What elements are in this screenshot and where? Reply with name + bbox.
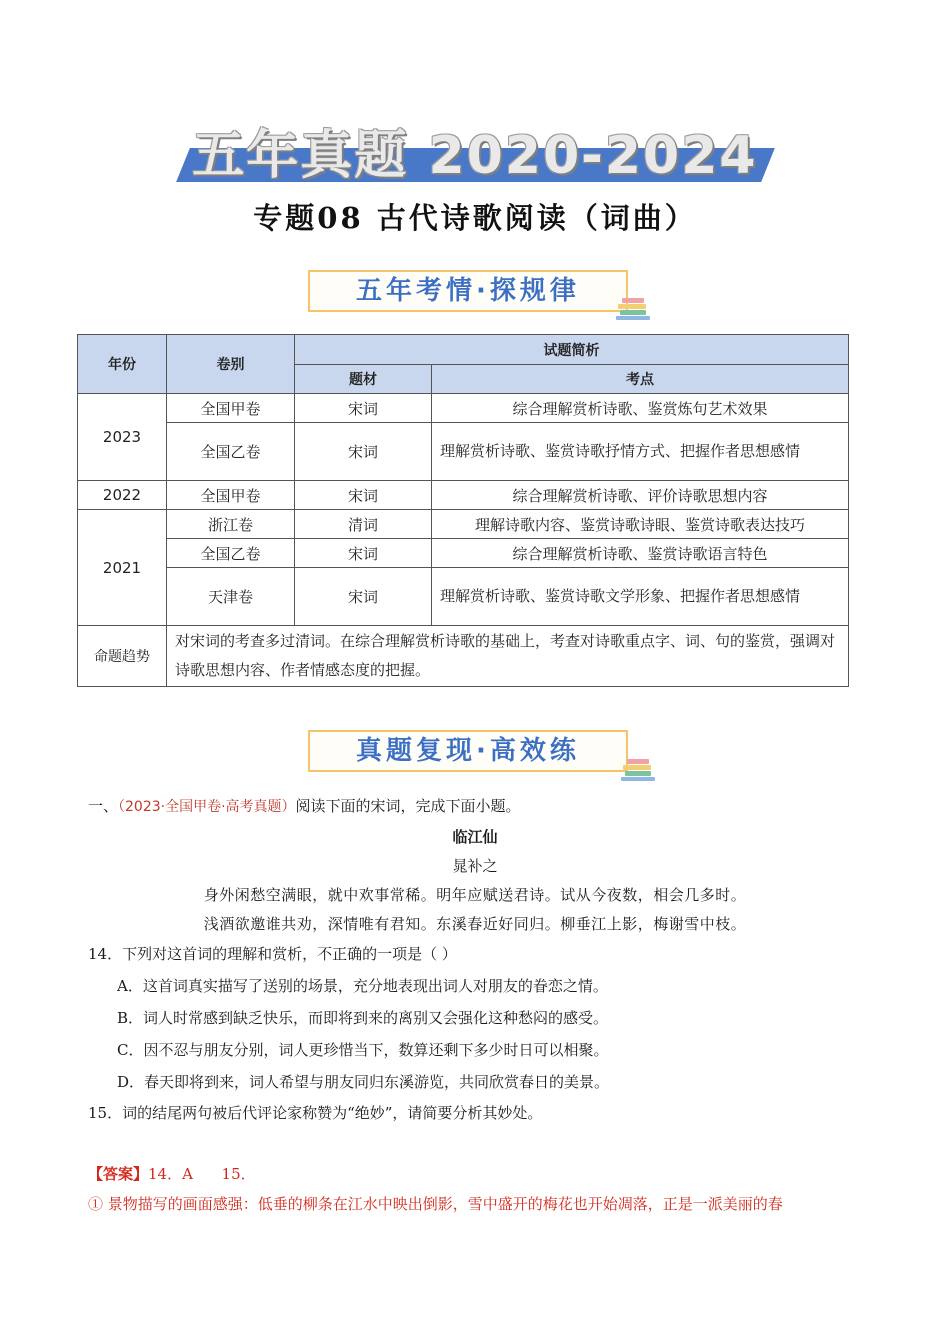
exam-analysis-table bbox=[77, 334, 849, 687]
table-row bbox=[78, 423, 849, 481]
table-row bbox=[78, 568, 849, 626]
paper-cell: 天津卷 bbox=[167, 568, 295, 626]
topic-cell: 宋词 bbox=[295, 394, 432, 423]
question-15: 15．词的结尾两句被后代评论家称赞为“绝妙”，请简要分析其妙处。 bbox=[88, 1104, 543, 1122]
topic-cell: 清词 bbox=[295, 510, 432, 539]
points-cell: 理解赏析诗歌、鉴赏诗歌文学形象、把握作者思想感情 bbox=[432, 568, 849, 626]
trend-label: 命题趋势 bbox=[78, 626, 167, 687]
option-a: A．这首词真实描写了送别的场景，充分地表现出词人对朋友的眷恋之情。 bbox=[117, 977, 608, 995]
poem-title: 临江仙 bbox=[452, 828, 498, 846]
paper-cell: 全国乙卷 bbox=[167, 423, 295, 481]
table-row bbox=[78, 539, 849, 568]
option-c: C．因不忍与朋友分别，词人更珍惜当下，数算还剩下多少时日可以相聚。 bbox=[117, 1041, 609, 1059]
topic-cell: 宋词 bbox=[295, 539, 432, 568]
option-d: D．春天即将到来，词人希望与朋友同归东溪游览，共同欣赏春日的美景。 bbox=[117, 1073, 610, 1091]
books-icon bbox=[621, 756, 655, 782]
answer-body: ① 景物描写的画面感强：低垂的柳条在江水中映出倒影，雪中盛开的梅花也开始凋落，正是一派美丽的春 bbox=[88, 1195, 783, 1213]
points-cell: 综合理解赏析诗歌、评价诗歌思想内容 bbox=[432, 481, 849, 510]
page-title: 专题08 古代诗歌阅读（词曲） bbox=[253, 201, 697, 235]
question-14: 14．下列对这首词的理解和赏析，不正确的一项是（ ） bbox=[88, 945, 457, 963]
trend-text: 对宋词的考查多过清词。在综合理解赏析诗歌的基础上，考查对诗歌重点字、词、句的鉴赏，强调对诗歌思想内容、作者情感态度的把握。 bbox=[167, 626, 849, 687]
year-cell: 2023 bbox=[78, 394, 167, 481]
year-cell: 2021 bbox=[78, 510, 167, 626]
answer-text: 14．A 15． bbox=[148, 1165, 256, 1183]
paper-cell: 全国乙卷 bbox=[167, 539, 295, 568]
points-cell: 综合理解赏析诗歌、鉴赏炼句艺术效果 bbox=[432, 394, 849, 423]
topic-cell: 宋词 bbox=[295, 423, 432, 481]
table-row-trend bbox=[78, 626, 849, 687]
topic-cell: 宋词 bbox=[295, 481, 432, 510]
question-intro bbox=[88, 795, 521, 816]
poem-line: 身外闲愁空满眼，就中欢事常稀。明年应赋送君诗。试从今夜数，相会几多时。 bbox=[203, 886, 747, 904]
answer-label: 【答案】 bbox=[88, 1165, 149, 1183]
table-row bbox=[78, 510, 849, 539]
section-header-practice: 真题复现·高效练 bbox=[308, 730, 628, 772]
header-topic: 题材 bbox=[295, 365, 432, 394]
question-source: （2023·全国甲卷·高考真题） bbox=[118, 799, 296, 815]
table-row bbox=[78, 481, 849, 510]
paper-cell: 浙江卷 bbox=[167, 510, 295, 539]
poem-author: 晁补之 bbox=[452, 857, 498, 875]
question-number: 一、 bbox=[88, 797, 119, 815]
header-paper: 卷别 bbox=[167, 335, 295, 394]
poem-line: 浅酒欲邀谁共劝，深情唯有君知。东溪春近好同归。柳垂江上影，梅谢雪中枝。 bbox=[203, 915, 747, 933]
header-year: 年份 bbox=[78, 335, 167, 394]
table-row bbox=[78, 394, 849, 423]
paper-cell: 全国甲卷 bbox=[167, 481, 295, 510]
header-points: 考点 bbox=[432, 365, 849, 394]
header-summary: 试题简析 bbox=[295, 335, 849, 365]
year-cell: 2022 bbox=[78, 481, 167, 510]
points-cell: 综合理解赏析诗歌、鉴赏诗歌语言特色 bbox=[432, 539, 849, 568]
title-banner bbox=[175, 113, 775, 188]
paper-cell: 全国甲卷 bbox=[167, 394, 295, 423]
option-b: B．词人时常感到缺乏快乐，而即将到来的离别又会强化这种愁闷的感受。 bbox=[117, 1009, 609, 1027]
banner-text: 五年真题 2020-2024 bbox=[192, 126, 758, 186]
answer-header bbox=[88, 1163, 256, 1184]
points-cell: 理解诗歌内容、鉴赏诗歌诗眼、鉴赏诗歌表达技巧 bbox=[432, 510, 849, 539]
section-header-trends: 五年考情·探规律 bbox=[308, 270, 628, 312]
books-icon bbox=[616, 295, 650, 321]
topic-cell: 宋词 bbox=[295, 568, 432, 626]
points-cell: 理解赏析诗歌、鉴赏诗歌抒情方式、把握作者思想感情 bbox=[432, 423, 849, 481]
question-instruction: 阅读下面的宋词，完成下面小题。 bbox=[295, 797, 521, 815]
